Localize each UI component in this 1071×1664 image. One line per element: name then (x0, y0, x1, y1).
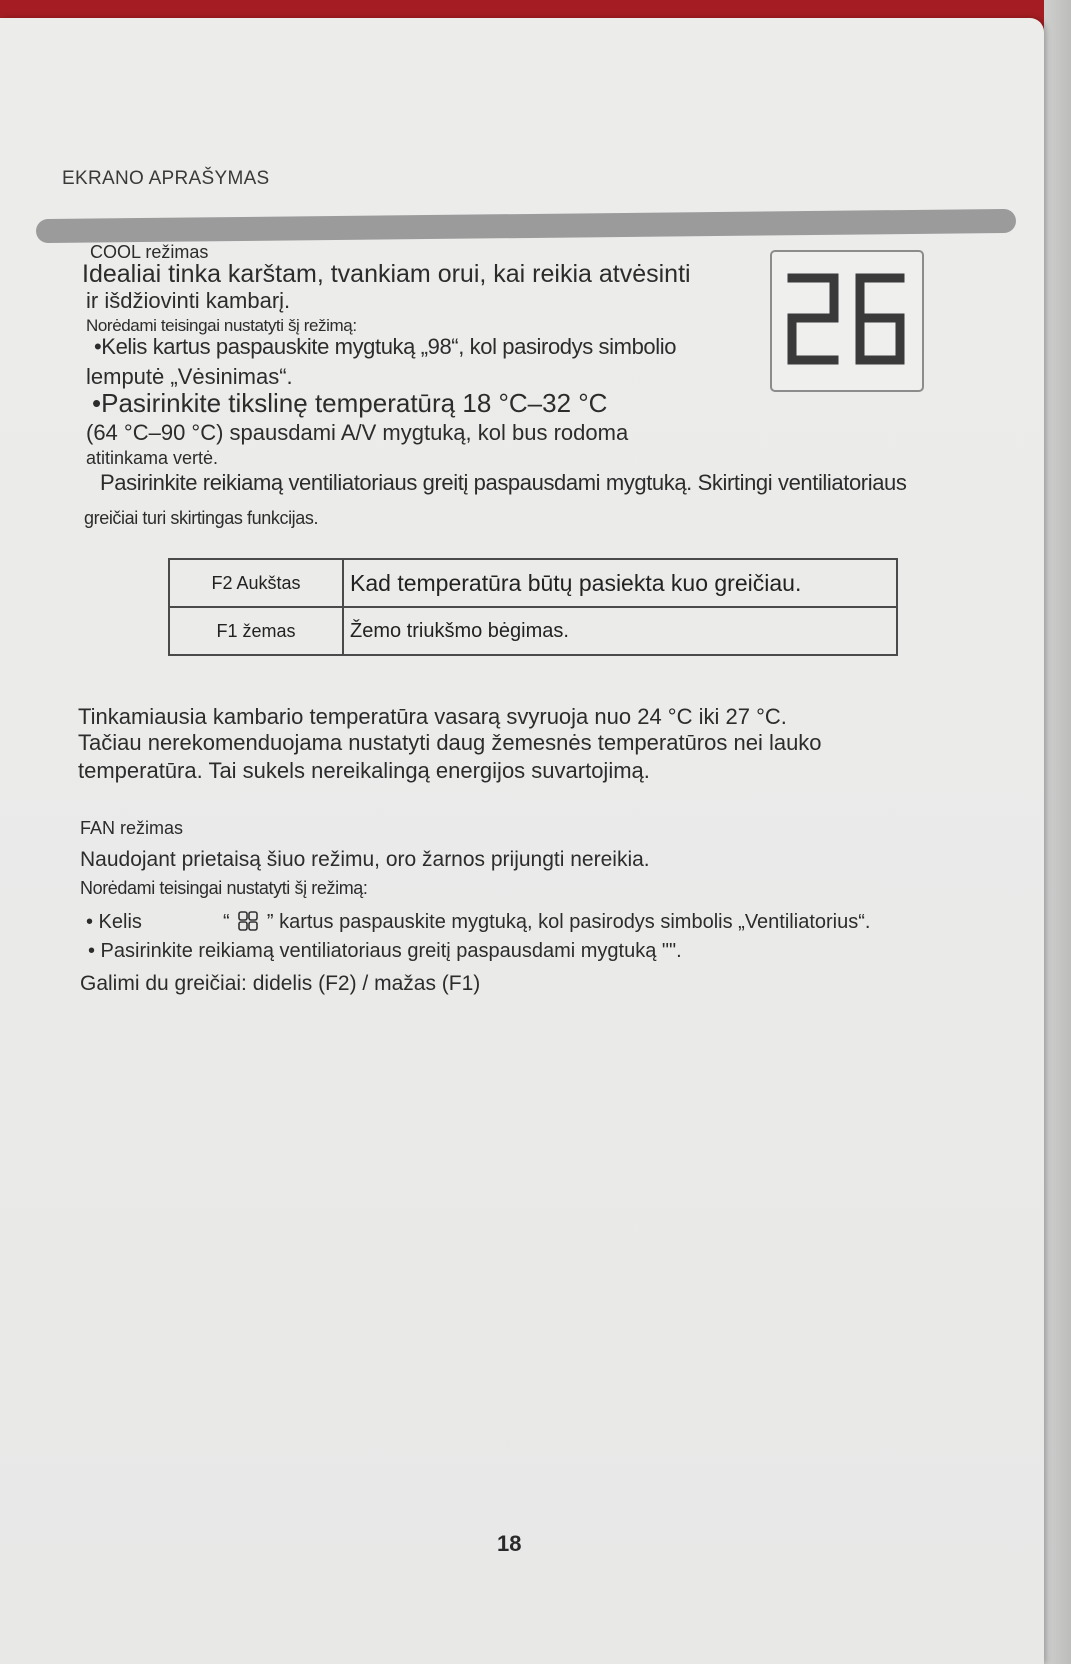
cool-line-2: ir išdžiovinti kambarį. (86, 288, 291, 313)
lcd-display (770, 250, 924, 392)
cool-step-2b: (64 °C–90 °C) spausdami A/V mygtuką, kol bus rodoma (86, 420, 629, 445)
speed-desc: Žemo triukšmo bėgimas. (343, 607, 897, 655)
fan-step-1-quote-open: “ (223, 911, 230, 933)
speed-desc: Kad temperatūra būtų pasiekta kuo greičiau. (343, 559, 897, 607)
fan-line-1: Naudojant prietaisą šiuo režimu, oro žarnos prijungti nereikia. (80, 848, 650, 871)
cool-fan-speed-b: greičiai turi skirtingas funkcijas. (84, 508, 319, 528)
lcd-value (772, 252, 773, 253)
page-edge (1044, 0, 1071, 1664)
fan-speeds: Galimi du greičiai: didelis (F2) / mažas (F1) (80, 972, 481, 995)
page-number: 18 (497, 1531, 522, 1556)
lcd-digits (780, 264, 914, 378)
cool-step-1a: •Kelis kartus paspauskite mygtuką „98“, kol pasirodys simbolio (94, 334, 677, 359)
cool-step-2c: atitinkama vertė. (86, 448, 219, 468)
fan-step-1-quote-close: ” (266, 911, 274, 933)
fan-speed-table (168, 558, 898, 656)
fan-heading: FAN režimas (80, 818, 184, 838)
speed-key: F2 Aukštas (169, 559, 343, 607)
table-row (169, 607, 897, 655)
table-row (169, 559, 897, 607)
fan-step-2: • Pasirinkite reikiamą ventiliatoriaus greitį paspausdami mygtuką "". (88, 940, 682, 962)
cool-step-1b: lemputė „Vėsinimas“. (86, 364, 293, 389)
speed-key: F1 žemas (169, 607, 343, 655)
header-bar (36, 209, 1016, 243)
summer-line-2: Tačiau nerekomenduojama nustatyti daug žemesnės temperatūros nei lauko (78, 730, 822, 755)
fan-setup: Norėdami teisingai nustatyti šį režimą: (80, 878, 368, 898)
section-title: EKRANO APRAŠYMAS (62, 168, 270, 189)
cool-line-1: Idealiai tinka karštam, tvankiam orui, kai reikia atvėsinti (82, 260, 691, 288)
cool-setup: Norėdami teisingai nustatyti šį režimą: (86, 316, 357, 335)
summer-line-1: Tinkamiausia kambario temperatūra vasarą svyruoja nuo 24 °C iki 27 °C. (78, 704, 787, 729)
fan-step-1-pre: • Kelis (86, 911, 142, 933)
fan-step-1 (86, 910, 870, 934)
cool-heading: COOL režimas (90, 242, 209, 262)
fan-step-1-post: kartus paspauskite mygtuką, kol pasirodys simbolis „Ventiliatorius“. (279, 911, 871, 933)
cool-fan-speed-a: Pasirinkite reikiamą ventiliatoriaus greitį paspausdami mygtuką. Skirtingi ventiliatoriaus (100, 470, 907, 495)
fan-mode-icon (237, 910, 259, 932)
cool-step-2a: •Pasirinkite tikslinę temperatūrą 18 °C–32 °C (92, 388, 608, 418)
summer-line-3: temperatūra. Tai sukels nereikalingą energijos suvartojimą. (78, 758, 650, 783)
manual-page (0, 18, 1044, 1664)
